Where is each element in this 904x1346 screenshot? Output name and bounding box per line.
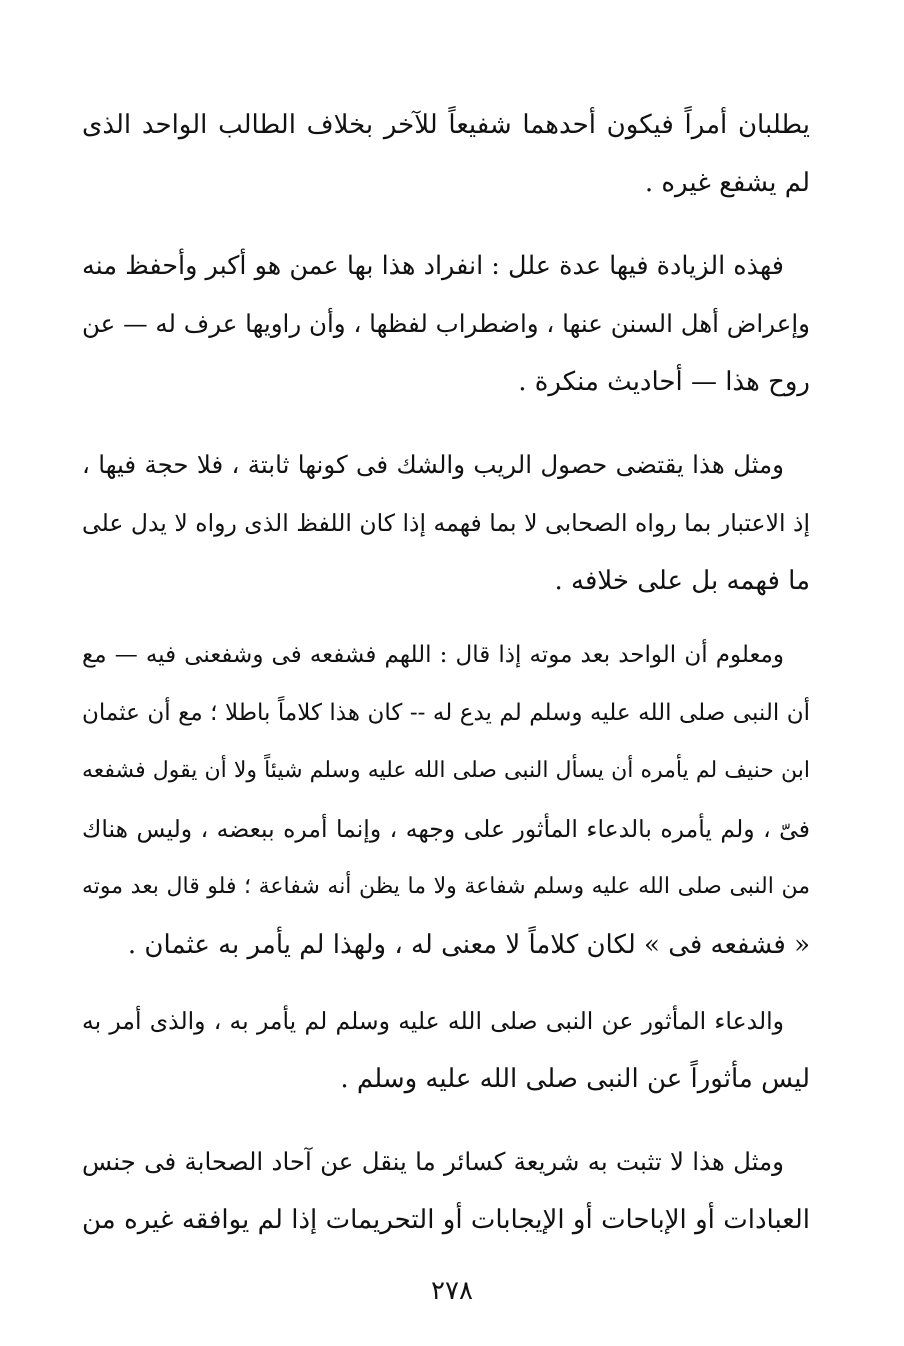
- page-number: ٢٧٨: [431, 1276, 473, 1306]
- text-line: فهذه الزيادة فيها عدة علل : انفراد هذا بها عمن هو أكبر وأحفظ منه: [82, 251, 784, 281]
- paragraph-3: [82, 436, 810, 610]
- text-line: إذ الاعتبار بما رواه الصحابى لا بما فهمه إذا كان اللفظ الذى رواه لا يدل على: [82, 509, 810, 537]
- paragraph-4: [82, 626, 810, 974]
- text-line: وإعراض أهل السنن عنها ، واضطراب لفظها ، وأن راويها عرف له — عن: [82, 309, 810, 338]
- text-line: ما فهمه بل على خلافه .: [554, 566, 810, 596]
- paragraph-1: [82, 96, 810, 212]
- paragraph-6: [82, 1133, 810, 1249]
- text-line: ومثل هذا يقتضى حصول الريب والشك فى كونها ثابتة ، فلا حجة فيها ،: [82, 450, 784, 479]
- text-line: يطلبان أمراً فيكون أحدهما شفيعاً للآخر بخلاف الطالب الواحد الذى: [82, 110, 810, 140]
- text-line: من النبى صلى الله عليه وسلم شفاعة ولا ما يظن أنه شفاعة ؛ فلو قال بعد موته: [82, 874, 810, 899]
- text-line: ليس مأثوراً عن النبى صلى الله عليه وسلم .: [340, 1064, 810, 1094]
- text-line: ومثل هذا لا تثبت به شريعة كسائر ما ينقل عن آحاد الصحابة فى جنس: [82, 1147, 784, 1176]
- text-line: ابن حنيف لم يأمره أن يسأل النبى صلى الله عليه وسلم شيئاً ولا أن يقول فشفعه: [82, 758, 810, 783]
- text-line: « فشفعه فى » لكان كلاماً لا معنى له ، ولهذا لم يأمر به عثمان .: [127, 930, 810, 960]
- text-line: والدعاء المأثور عن النبى صلى الله عليه وسلم لم يأمر به ، والذى أمر به: [82, 1007, 784, 1035]
- text-line: ومعلوم أن الواحد بعد موته إذا قال : اللهم فشفعه فى وشفعنى فيه — مع: [82, 642, 784, 668]
- text-line: أن النبى صلى الله عليه وسلم لم يدع له -- كان هذا كلاماً باطلا ؛ مع أن عثمان: [82, 700, 810, 726]
- text-line: روح هذا — أحاديث منكرة .: [518, 367, 810, 397]
- text-line: فىّ ، ولم يأمره بالدعاء المأثور على وجهه ، وإنما أمره ببعضه ، وليس هناك: [82, 815, 810, 843]
- paragraph-2: [82, 237, 810, 411]
- text-line: العبادات أو الإباحات أو الإيجابات أو التحريمات إذا لم يوافقه غيره من: [82, 1205, 810, 1235]
- text-line: لم يشفع غيره .: [644, 168, 810, 198]
- paragraph-5: [82, 992, 810, 1108]
